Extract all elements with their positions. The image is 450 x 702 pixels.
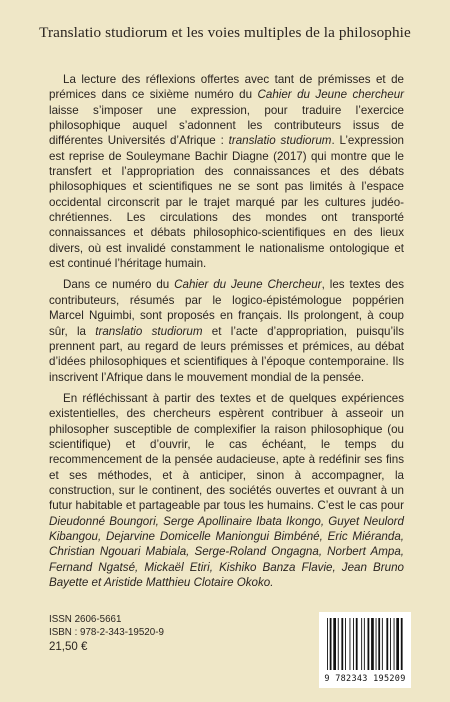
- issn: ISSN 2606-5661: [49, 614, 122, 625]
- text-run: et l’acte d’appropriation, puisqu’ils prennent part, au regard de leurs prémisses et prémices, au débat d’idées philosophiques et scientifiques à l’époque contemporaine. Ils inscrivent l’Afrique dans le mouvement mondial de la pensée.: [49, 324, 404, 384]
- text-run: La lecture des réflexions offertes avec tant de prémisses et de prémices dans ce sixième numéro du: [49, 73, 404, 102]
- italic-run: translatio studiorum: [228, 134, 332, 148]
- price: 21,50 €: [49, 641, 88, 653]
- italic-run: Dieudonné Boungori, Serge Apollinaire Ibata Ikongo, Guyet Neulord Kibangou, Dejarvine Domicelle Maniongui Bimbéné, Eric Miéranda, Christian Ngouari Mabiala, Serge-Roland Ongagna, Norbert Ampa, Fernand Ngatsé, Mickaël Etiri, Kishiko Banza Flavie, Jean Bruno Bayette et Aristide Matthieu Clotaire Okoko.: [49, 514, 404, 589]
- barcode-icon: [325, 618, 405, 670]
- text-run: . L’expression est reprise de Souleymane Bachir Diagne (2017) qui montre que le transfert et l’appropriation des connaissances et des débats philosophiques et scientifiques ne se sont pas limités à l’espace occidental circonscrit par le trajet marqué par les cultures judéo-chrétiennes. Les circulations des mondes ont transporté connaissances et débats philosophico-scientifiques en des lieux divers, où est invalidé constamment le nationalisme ontologique et est continué l’héritage humain.: [49, 134, 404, 271]
- paragraph: [49, 391, 404, 590]
- barcode-number: 9 782343 195209: [324, 674, 406, 684]
- text-run: laisse s’imposer une expression, pour traduire l’exercice philosophique auquel s’adonnent les contributeurs issus de différentes Universités d’Afrique :: [49, 103, 404, 148]
- text-run: En réfléchissant à partir des textes et de quelques expériences existentielles, des chercheurs espèrent contribuer à asseoir un philosopher susceptible de complexifier la raison philosophique (ou scientifique) et d’ouvrir, le cas échéant, le temps du recommencement de la pensée audacieuse, apte à redéfinir ses fins et ses méthodes, et à anticiper, sinon à accompagner, la construction, sur le continent, des sociétés ouvertes et ouvrant à un futur habitable et partageable par tous les humains. C’est le cas pour: [49, 391, 404, 513]
- text-run: , les textes des contributeurs, résumés par le logico-épistémologue poppérien Marcel Nguimbi, sont proposés en français. Ils prolongent, à coup sûr, la: [49, 278, 404, 338]
- publication-info: [49, 614, 164, 654]
- isbn: ISBN : 978-2-343-19520-9: [49, 626, 164, 638]
- paragraph: [49, 72, 404, 271]
- back-cover-text: [49, 72, 404, 596]
- italic-run: Cahier du Jeune Chercheur: [174, 278, 322, 292]
- paragraph: [49, 277, 404, 384]
- italic-run: translatio studiorum: [95, 324, 203, 338]
- text-run: Dans ce numéro du: [63, 278, 175, 292]
- italic-run: Cahier du Jeune chercheur: [257, 88, 405, 102]
- barcode: [319, 612, 411, 688]
- book-title: Translatio studiorum et les voies multiples de la philosophie: [39, 24, 411, 41]
